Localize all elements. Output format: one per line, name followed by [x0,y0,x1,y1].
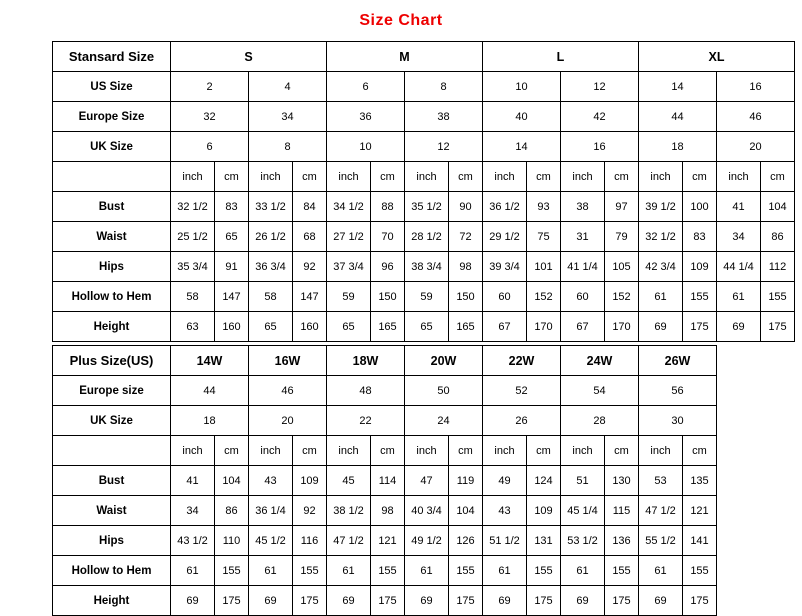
cell: 41 [171,466,215,496]
unit-cell: cm [449,162,483,192]
cell: 42 [561,102,639,132]
unit-cell: inch [639,162,683,192]
cell: 116 [293,526,327,556]
cell: 28 1/2 [405,222,449,252]
unit-cell: inch [483,436,527,466]
cell: 44 [171,376,249,406]
cell: 131 [527,526,561,556]
cell: 37 3/4 [327,252,371,282]
cell: 69 [171,586,215,616]
cell: 75 [527,222,561,252]
cell: 152 [605,282,639,312]
cell: 38 3/4 [405,252,449,282]
cell: 36 3/4 [249,252,293,282]
row-label-bust: Bust [53,192,171,222]
cell: 170 [605,312,639,342]
cell: 20 [717,132,795,162]
cell: 18 [171,406,249,436]
cell: 6 [171,132,249,162]
cell: 47 1/2 [327,526,371,556]
cell: 152 [527,282,561,312]
cell: 69 [717,312,761,342]
standard-size-table-wrapper [52,41,795,342]
cell: 92 [293,496,327,526]
cell: 119 [449,466,483,496]
cell: 175 [215,586,249,616]
table-row [53,252,795,282]
cell: 175 [527,586,561,616]
cell: 165 [449,312,483,342]
cell: 98 [449,252,483,282]
table-row [53,496,717,526]
cell: 97 [605,192,639,222]
cell: 61 [483,556,527,586]
table-row [53,72,795,102]
cell: 115 [605,496,639,526]
cell: 59 [327,282,371,312]
cell: 46 [717,102,795,132]
standard-size-table [52,41,795,342]
size-group-16w: 16W [249,346,327,376]
cell: 22 [327,406,405,436]
cell: 150 [371,282,405,312]
cell: 35 3/4 [171,252,215,282]
cell: 68 [293,222,327,252]
table-row [53,102,795,132]
cell: 109 [293,466,327,496]
cell: 98 [371,496,405,526]
cell: 155 [449,556,483,586]
cell: 10 [327,132,405,162]
cell: 155 [683,556,717,586]
cell: 52 [483,376,561,406]
cell: 155 [761,282,795,312]
cell: 50 [405,376,483,406]
cell: 69 [639,312,683,342]
size-group-20w: 20W [405,346,483,376]
cell: 39 1/2 [639,192,683,222]
page-title: Size Chart [359,12,443,29]
cell: 69 [561,586,605,616]
table-row [53,132,795,162]
unit-cell: inch [561,162,605,192]
cell: 104 [215,466,249,496]
unit-cell: inch [249,162,293,192]
corner-label-plus: Plus Size(US) [53,346,171,376]
cell: 8 [249,132,327,162]
cell: 32 1/2 [171,192,215,222]
cell: 6 [327,72,405,102]
cell: 55 1/2 [639,526,683,556]
unit-cell: inch [561,436,605,466]
table-row [53,466,717,496]
cell: 86 [215,496,249,526]
row-label-hollow-to-hem: Hollow to Hem [53,556,171,586]
cell: 69 [639,586,683,616]
cell: 175 [293,586,327,616]
cell: 61 [639,556,683,586]
unit-cell: cm [371,436,405,466]
unit-cell: cm [293,436,327,466]
cell: 100 [683,192,717,222]
cell: 175 [371,586,405,616]
unit-cell: inch [327,436,371,466]
plus-size-table-wrapper [52,345,717,616]
size-group-m: M [327,42,483,72]
table-row [53,222,795,252]
cell: 49 [483,466,527,496]
cell: 63 [171,312,215,342]
cell: 38 [405,102,483,132]
row-label-hips: Hips [53,252,171,282]
cell: 25 1/2 [171,222,215,252]
cell: 175 [683,312,717,342]
cell: 44 [639,102,717,132]
cell: 61 [717,282,761,312]
cell: 69 [249,586,293,616]
table-row [53,526,717,556]
cell: 29 1/2 [483,222,527,252]
cell: 48 [327,376,405,406]
cell: 84 [293,192,327,222]
unit-cell: inch [171,162,215,192]
table-row-units [53,436,717,466]
cell: 26 1/2 [249,222,293,252]
cell: 59 [405,282,449,312]
cell: 67 [483,312,527,342]
size-group-xl: XL [639,42,795,72]
cell: 4 [249,72,327,102]
unit-cell: cm [761,162,795,192]
cell: 72 [449,222,483,252]
table-row-units [53,162,795,192]
cell: 155 [215,556,249,586]
cell: 26 [483,406,561,436]
cell: 61 [561,556,605,586]
row-label-units [53,436,171,466]
size-group-26w: 26W [639,346,717,376]
row-label-uk-size: UK Size [53,132,171,162]
row-label-europe-size: Europe size [53,376,171,406]
unit-cell: inch [405,162,449,192]
cell: 14 [483,132,561,162]
cell: 147 [293,282,327,312]
cell: 31 [561,222,605,252]
cell: 104 [449,496,483,526]
cell: 43 [249,466,293,496]
cell: 155 [683,282,717,312]
cell: 14 [639,72,717,102]
corner-label: Stansard Size [53,42,171,72]
row-label-height: Height [53,586,171,616]
row-label-hips: Hips [53,526,171,556]
cell: 160 [293,312,327,342]
unit-cell: cm [293,162,327,192]
cell: 155 [371,556,405,586]
cell: 28 [561,406,639,436]
cell: 155 [527,556,561,586]
unit-cell: cm [449,436,483,466]
unit-cell: cm [683,436,717,466]
unit-cell: inch [171,436,215,466]
cell: 124 [527,466,561,496]
cell: 150 [449,282,483,312]
cell: 105 [605,252,639,282]
cell: 69 [405,586,449,616]
cell: 70 [371,222,405,252]
cell: 47 1/2 [639,496,683,526]
plus-size-table-body [53,346,717,616]
cell: 51 [561,466,605,496]
cell: 8 [405,72,483,102]
cell: 42 3/4 [639,252,683,282]
row-label-hollow-to-hem: Hollow to Hem [53,282,171,312]
cell: 86 [761,222,795,252]
cell: 61 [405,556,449,586]
cell: 121 [371,526,405,556]
cell: 34 [249,102,327,132]
table-row [53,586,717,616]
cell: 36 1/4 [249,496,293,526]
standard-size-table-body [53,42,795,342]
cell: 45 1/2 [249,526,293,556]
cell: 49 1/2 [405,526,449,556]
cell: 112 [761,252,795,282]
size-group-22w: 22W [483,346,561,376]
unit-cell: inch [249,436,293,466]
cell: 24 [405,406,483,436]
row-label-bust: Bust [53,466,171,496]
cell: 35 1/2 [405,192,449,222]
unit-cell: inch [717,162,761,192]
cell: 2 [171,72,249,102]
cell: 160 [215,312,249,342]
cell: 90 [449,192,483,222]
cell: 12 [561,72,639,102]
size-group-24w: 24W [561,346,639,376]
cell: 69 [327,586,371,616]
cell: 61 [327,556,371,586]
cell: 32 [171,102,249,132]
unit-cell: cm [215,162,249,192]
cell: 155 [293,556,327,586]
cell: 38 [561,192,605,222]
cell: 61 [171,556,215,586]
row-label-us-size: US Size [53,72,171,102]
cell: 175 [449,586,483,616]
table-row [53,406,717,436]
table-row [53,312,795,342]
cell: 61 [639,282,683,312]
cell: 45 1/4 [561,496,605,526]
cell: 114 [371,466,405,496]
unit-cell: cm [215,436,249,466]
unit-cell: cm [605,162,639,192]
cell: 65 [249,312,293,342]
cell: 53 [639,466,683,496]
cell: 136 [605,526,639,556]
cell: 65 [215,222,249,252]
unit-cell: cm [527,162,561,192]
cell: 41 1/4 [561,252,605,282]
unit-cell: inch [327,162,371,192]
cell: 47 [405,466,449,496]
cell: 34 1/2 [327,192,371,222]
table-row [53,556,717,586]
cell: 16 [561,132,639,162]
cell: 27 1/2 [327,222,371,252]
unit-cell: inch [483,162,527,192]
size-group-14w: 14W [171,346,249,376]
cell: 109 [683,252,717,282]
size-group-s: S [171,42,327,72]
cell: 104 [761,192,795,222]
cell: 45 [327,466,371,496]
cell: 175 [605,586,639,616]
row-label-waist: Waist [53,496,171,526]
row-label-units [53,162,171,192]
cell: 101 [527,252,561,282]
cell: 175 [761,312,795,342]
cell: 56 [639,376,717,406]
unit-cell: cm [683,162,717,192]
cell: 135 [683,466,717,496]
cell: 36 [327,102,405,132]
cell: 12 [405,132,483,162]
unit-cell: cm [605,436,639,466]
table-row [53,192,795,222]
cell: 96 [371,252,405,282]
cell: 93 [527,192,561,222]
row-label-height: Height [53,312,171,342]
cell: 40 3/4 [405,496,449,526]
cell: 41 [717,192,761,222]
cell: 46 [249,376,327,406]
cell: 175 [683,586,717,616]
cell: 36 1/2 [483,192,527,222]
cell: 34 [717,222,761,252]
cell: 16 [717,72,795,102]
cell: 110 [215,526,249,556]
unit-cell: cm [371,162,405,192]
table-row-size-groups [53,346,717,376]
cell: 83 [215,192,249,222]
size-group-18w: 18W [327,346,405,376]
cell: 69 [483,586,527,616]
cell: 65 [327,312,371,342]
cell: 43 1/2 [171,526,215,556]
cell: 44 1/4 [717,252,761,282]
cell: 39 3/4 [483,252,527,282]
cell: 60 [561,282,605,312]
table-row [53,376,717,406]
cell: 43 [483,496,527,526]
cell: 126 [449,526,483,556]
cell: 121 [683,496,717,526]
cell: 40 [483,102,561,132]
cell: 79 [605,222,639,252]
cell: 33 1/2 [249,192,293,222]
cell: 32 1/2 [639,222,683,252]
cell: 18 [639,132,717,162]
cell: 92 [293,252,327,282]
cell: 65 [405,312,449,342]
unit-cell: inch [405,436,449,466]
cell: 30 [639,406,717,436]
cell: 109 [527,496,561,526]
cell: 88 [371,192,405,222]
cell: 91 [215,252,249,282]
cell: 58 [171,282,215,312]
cell: 58 [249,282,293,312]
cell: 170 [527,312,561,342]
cell: 155 [605,556,639,586]
cell: 10 [483,72,561,102]
size-group-l: L [483,42,639,72]
row-label-europe-size: Europe Size [53,102,171,132]
plus-size-table [52,345,717,616]
cell: 141 [683,526,717,556]
cell: 61 [249,556,293,586]
cell: 34 [171,496,215,526]
cell: 51 1/2 [483,526,527,556]
unit-cell: inch [639,436,683,466]
cell: 165 [371,312,405,342]
cell: 67 [561,312,605,342]
cell: 83 [683,222,717,252]
cell: 20 [249,406,327,436]
cell: 54 [561,376,639,406]
cell: 147 [215,282,249,312]
row-label-uk-size: UK Size [53,406,171,436]
cell: 60 [483,282,527,312]
row-label-waist: Waist [53,222,171,252]
cell: 130 [605,466,639,496]
unit-cell: cm [527,436,561,466]
table-row-size-groups [53,42,795,72]
cell: 38 1/2 [327,496,371,526]
cell: 53 1/2 [561,526,605,556]
table-row [53,282,795,312]
